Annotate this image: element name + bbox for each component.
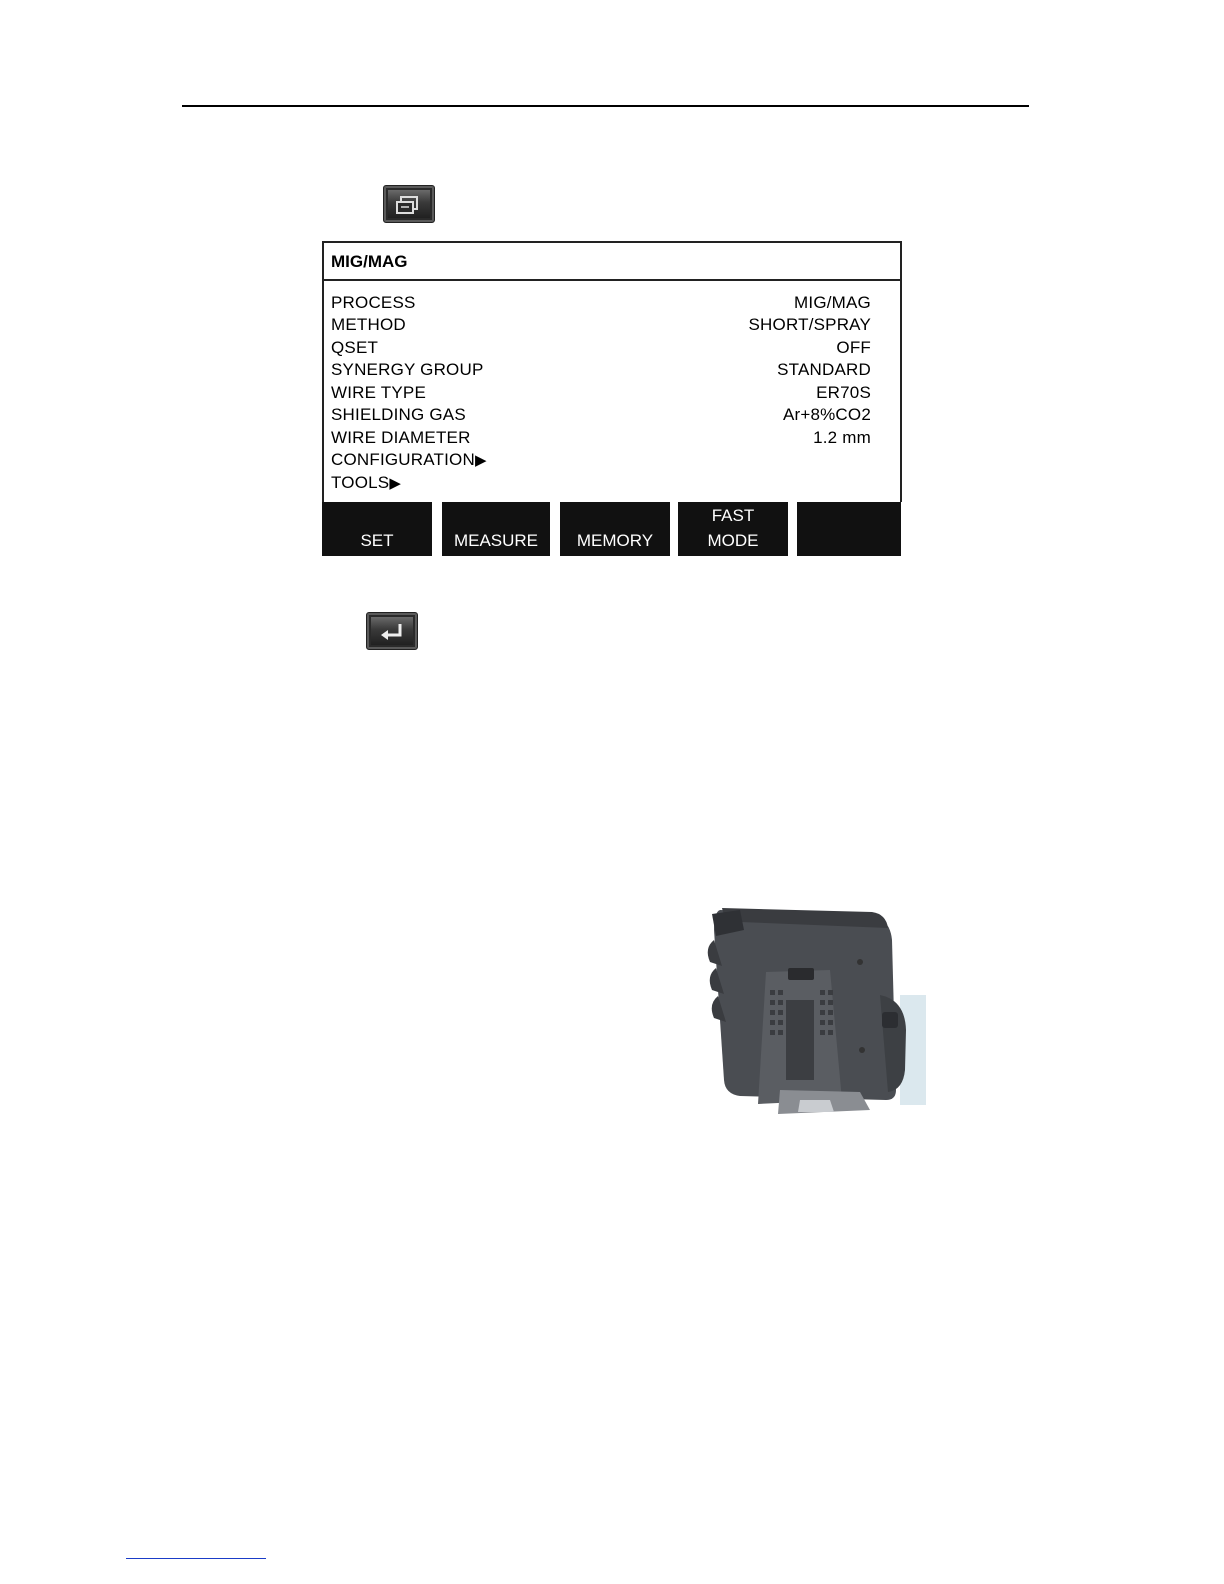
menu-row-synergy-group[interactable] xyxy=(331,359,871,381)
menu-row-wire-diameter[interactable] xyxy=(331,427,871,449)
row-label: TOOLS xyxy=(331,473,390,492)
row-label: WIRE TYPE xyxy=(331,383,427,402)
submenu-arrow-icon: ▶ xyxy=(389,475,402,492)
row-value: 1.2 mm xyxy=(813,428,871,447)
row-label: PROCESS xyxy=(331,293,416,312)
row-label: METHOD xyxy=(331,315,406,334)
softkey-line2: MEMORY xyxy=(576,531,654,550)
softkey-memory[interactable] xyxy=(560,502,670,556)
softkey-bar xyxy=(322,502,902,556)
menu-row-wire-type[interactable] xyxy=(331,382,871,404)
row-label-wrap xyxy=(331,449,487,472)
row-value: STANDARD xyxy=(777,360,871,379)
menu-row-qset[interactable] xyxy=(331,337,871,359)
menu-row-method[interactable] xyxy=(331,314,871,336)
control-panel-stand-illustration xyxy=(700,900,930,1125)
row-label: QSET xyxy=(331,338,379,357)
menu-row-shielding-gas[interactable] xyxy=(331,404,871,426)
control-panel-display xyxy=(322,241,902,554)
submenu-arrow-icon: ▶ xyxy=(474,452,487,469)
softkey-line2: SET xyxy=(360,531,394,550)
softkey-line1: FAST xyxy=(711,506,755,525)
menu-row-configuration[interactable] xyxy=(331,449,871,471)
header-rule xyxy=(182,105,1029,107)
row-label-wrap xyxy=(331,472,401,495)
menu-key-icon[interactable] xyxy=(383,185,435,223)
row-value: MIG/MAG xyxy=(794,293,871,312)
softkey-fast-mode[interactable] xyxy=(678,502,788,556)
enter-key-icon[interactable] xyxy=(366,612,418,650)
row-value: ER70S xyxy=(816,383,871,402)
row-label: CONFIGURATION xyxy=(331,450,475,469)
row-label: SHIELDING GAS xyxy=(331,405,466,424)
row-value: OFF xyxy=(836,338,871,357)
softkey-set[interactable] xyxy=(322,502,432,556)
row-value: SHORT/SPRAY xyxy=(748,315,871,334)
softkey-line2: MEASURE xyxy=(453,531,539,550)
screen-title: MIG/MAG xyxy=(324,243,900,281)
row-value: Ar+8%CO2 xyxy=(782,405,871,424)
softkey-blank[interactable] xyxy=(797,502,901,556)
row-label: SYNERGY GROUP xyxy=(331,360,484,379)
footer-link-underline xyxy=(126,1558,266,1559)
menu-row-process[interactable] xyxy=(331,292,871,314)
row-label: WIRE DIAMETER xyxy=(331,428,471,447)
softkey-measure[interactable] xyxy=(442,502,550,556)
menu-row-tools[interactable] xyxy=(331,472,871,494)
softkey-line2: MODE xyxy=(707,531,759,550)
